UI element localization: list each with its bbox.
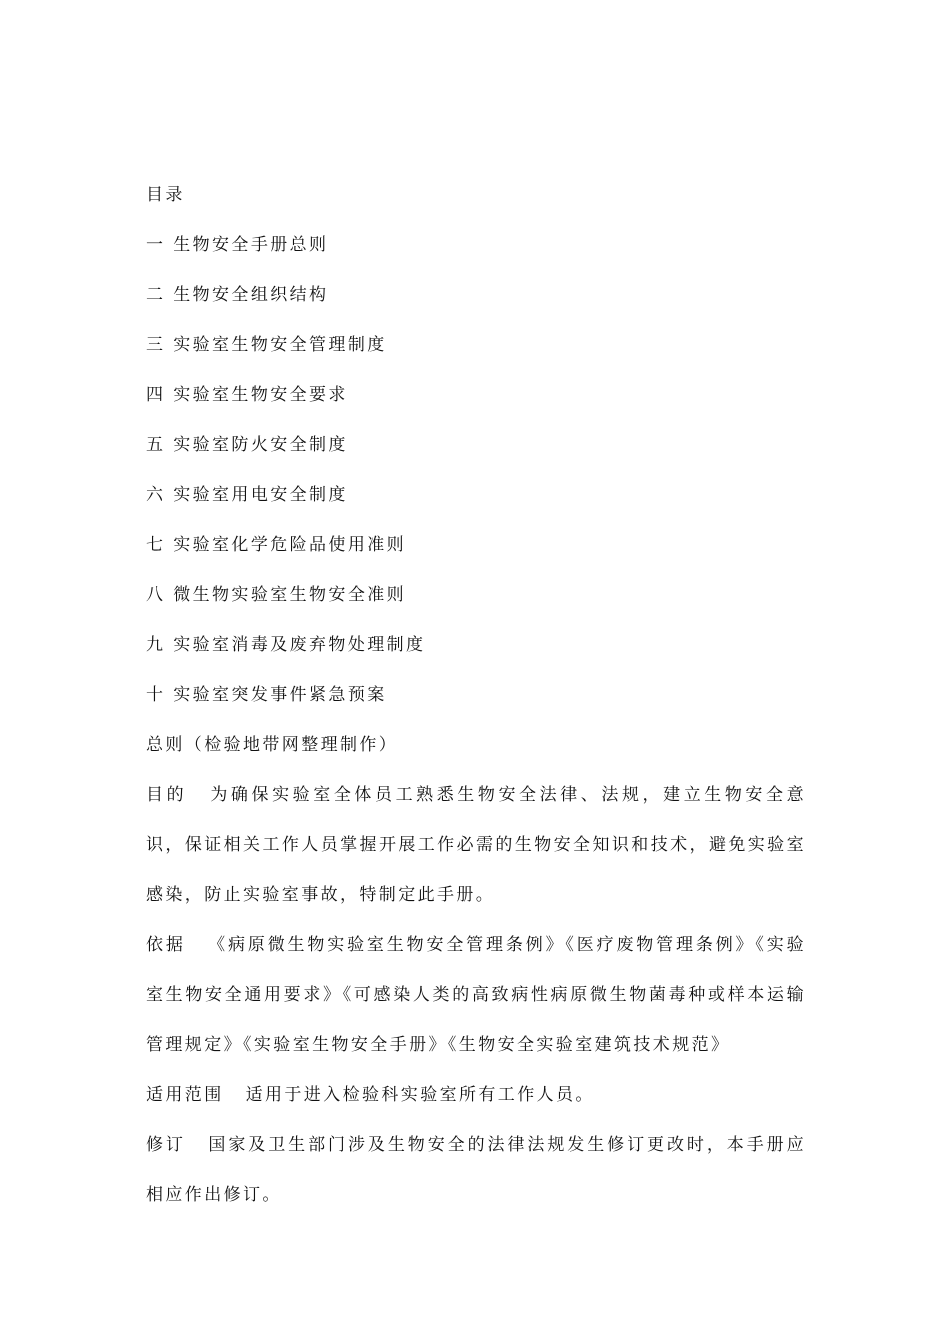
toc-item bbox=[146, 520, 806, 570]
toc-item bbox=[146, 370, 806, 420]
basis-label: 依据 bbox=[146, 935, 186, 955]
basis-paragraph bbox=[146, 920, 806, 1070]
toc-item-number: 七 bbox=[146, 535, 166, 555]
scope-paragraph bbox=[146, 1070, 806, 1120]
toc-item-number: 八 bbox=[146, 585, 166, 605]
toc-item-number: 十 bbox=[146, 685, 166, 705]
toc-item-number: 六 bbox=[146, 485, 166, 505]
purpose-label: 目的 bbox=[146, 785, 188, 805]
toc-item-label: 生物安全手册总则 bbox=[173, 235, 329, 255]
toc-item-label: 实验室化学危险品使用准则 bbox=[173, 535, 407, 555]
toc-item bbox=[146, 620, 806, 670]
toc-item-label: 实验室生物安全管理制度 bbox=[173, 335, 387, 355]
toc-item-label: 实验室用电安全制度 bbox=[173, 485, 348, 505]
toc-item bbox=[146, 670, 806, 720]
purpose-paragraph bbox=[146, 770, 806, 920]
toc-item-number: 二 bbox=[146, 285, 166, 305]
purpose-text: 为确保实验室全体员工熟悉生物安全法律、法规，建立生物安全意识，保证相关工作人员掌握开展工作必需的生物安全知识和技术，避免实验室感染，防止实验室事故，特制定此手册。 bbox=[146, 785, 806, 905]
toc-title: 目录 bbox=[146, 185, 185, 205]
general-heading: 总则（检验地带网整理制作） bbox=[146, 735, 399, 755]
revision-label: 修订 bbox=[146, 1135, 186, 1155]
document-page bbox=[146, 170, 806, 1220]
toc-item-label: 实验室防火安全制度 bbox=[173, 435, 348, 455]
scope-text: 适用于进入检验科实验室所有工作人员。 bbox=[245, 1085, 595, 1105]
toc-item-label: 实验室生物安全要求 bbox=[173, 385, 348, 405]
revision-text: 国家及卫生部门涉及生物安全的法律法规发生修订更改时，本手册应相应作出修订。 bbox=[146, 1135, 806, 1205]
toc-item-number: 五 bbox=[146, 435, 166, 455]
toc-item bbox=[146, 320, 806, 370]
toc-item-label: 实验室突发事件紧急预案 bbox=[173, 685, 387, 705]
scope-label: 适用范围 bbox=[146, 1085, 224, 1105]
revision-paragraph bbox=[146, 1120, 806, 1220]
toc-item-number: 三 bbox=[146, 335, 166, 355]
toc-item-number: 四 bbox=[146, 385, 166, 405]
toc-item bbox=[146, 470, 806, 520]
toc-item bbox=[146, 420, 806, 470]
toc-item-label: 微生物实验室生物安全准则 bbox=[173, 585, 407, 605]
toc-item-number: 一 bbox=[146, 235, 166, 255]
basis-text: 《病原微生物实验室生物安全管理条例》《医疗废物管理条例》《实验室生物安全通用要求》《可感染人类的高致病性病原微生物菌毒种或样本运输管理规定》《实验室生物安全手册》《生物安全实验室建筑技术规范》 bbox=[146, 935, 806, 1055]
toc-item-label: 实验室消毒及废弃物处理制度 bbox=[173, 635, 426, 655]
toc-item bbox=[146, 270, 806, 320]
toc-item bbox=[146, 220, 806, 270]
toc-item bbox=[146, 570, 806, 620]
toc-item-label: 生物安全组织结构 bbox=[173, 285, 329, 305]
toc-item-number: 九 bbox=[146, 635, 166, 655]
